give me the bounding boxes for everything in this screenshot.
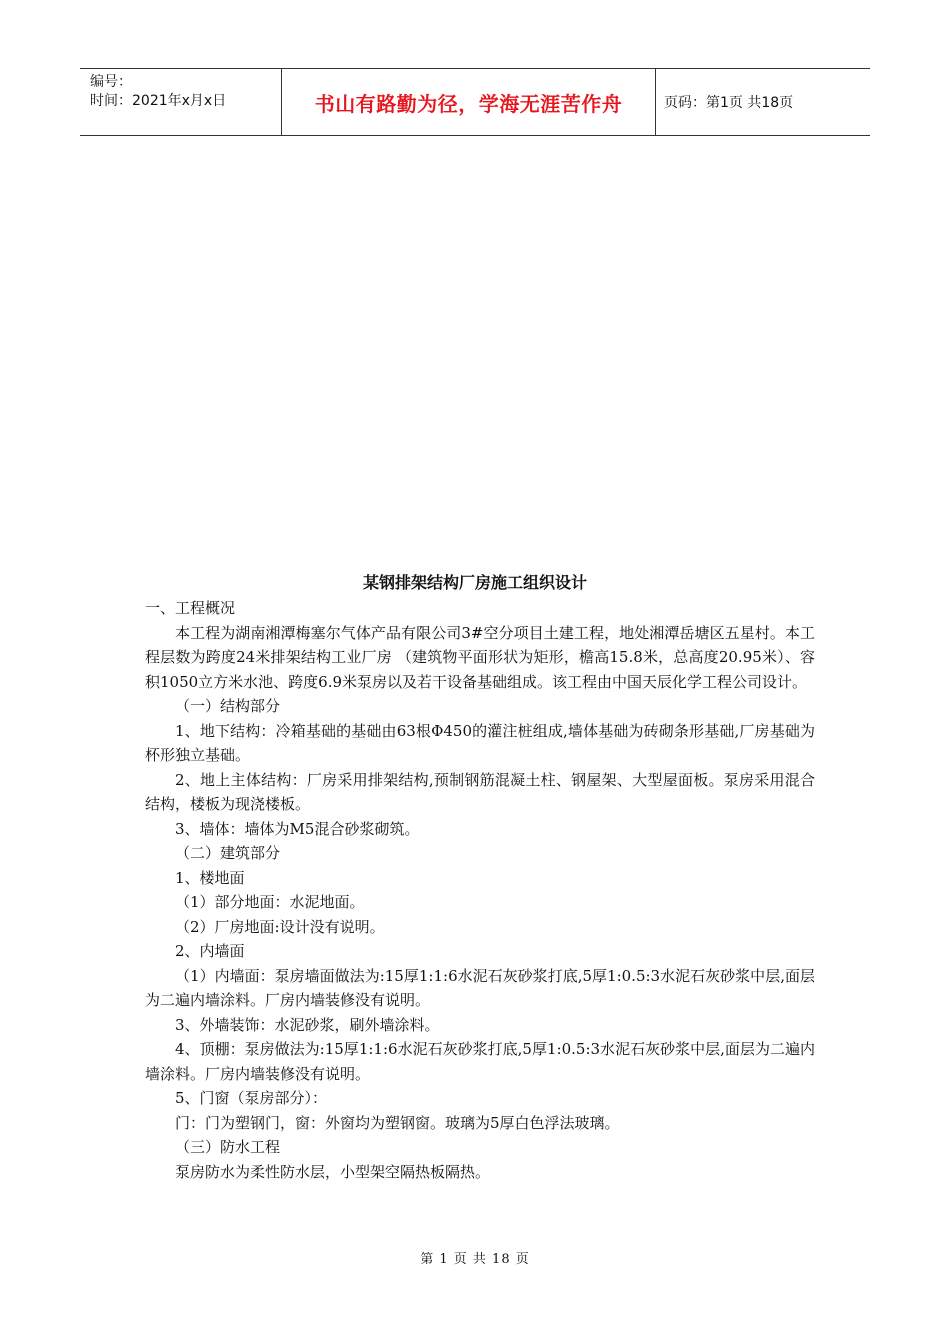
paragraph: 1、地下结构：冷箱基础的基础由63根Φ450的灌注桩组成,墙体基础为砖砌条形基础,厂房基础为杯形独立基础。 bbox=[145, 721, 815, 764]
header-table bbox=[80, 68, 870, 136]
motto-text: 书山有路勤为径，学海无涯苦作舟 bbox=[314, 91, 623, 116]
subsection-heading: （二）建筑部分 bbox=[175, 844, 281, 862]
header-meta-cell bbox=[80, 69, 282, 135]
paragraph: 门：门为塑钢门，窗：外窗均为塑钢窗。玻璃为5厚白色浮法玻璃。 bbox=[175, 1113, 620, 1132]
page-footer: 第 1 页 共 18 页 bbox=[420, 1252, 530, 1267]
paragraph: 3、墙体：墙体为M5混合砂浆砌筑。 bbox=[175, 819, 420, 838]
subsection-heading: （一）结构部分 bbox=[175, 697, 281, 715]
paragraph: 2、地上主体结构：厂房采用排架结构,预制钢筋混凝土柱、钢屋架、大型屋面板。泵房采用混合结构，楼板为现浇楼板。 bbox=[145, 770, 815, 813]
date-line: 时间：2021年x月x日 bbox=[90, 93, 227, 109]
paragraph: （1）内墙面：泵房墙面做法为:15厚1:1:6水泥石灰砂浆打底,5厚1:0.5:3水泥石灰砂浆中层,面层为二遍内墙涂料。厂房内墙装修没有说明。 bbox=[145, 966, 815, 1009]
subsection-heading: （三）防水工程 bbox=[175, 1138, 281, 1156]
paragraph: 2、内墙面 bbox=[175, 942, 245, 960]
paragraph: 本工程为湖南湘潭梅塞尔气体产品有限公司3#空分项目土建工程，地处湘潭岳塘区五星村。本工程层数为跨度24米排架结构工业厂房 （建筑物平面形状为矩形，檐高15.8米，总高度20.95米）、容积1050立方米水池、跨度6.9米泵房以及若干设备基础组成。该工程由中国天辰化学工程公司设计。 bbox=[145, 623, 815, 691]
paragraph: 5、门窗（泵房部分）： bbox=[175, 1089, 328, 1107]
header-page-cell bbox=[656, 69, 870, 135]
paragraph: 4、顶棚：泵房做法为:15厚1:1:6水泥石灰砂浆打底,5厚1:0.5:3水泥石灰砂浆中层,面层为二遍内墙涂料。厂房内墙装修没有说明。 bbox=[145, 1040, 815, 1083]
document-body bbox=[145, 596, 815, 1184]
paragraph: （1）部分地面：水泥地面。 bbox=[175, 893, 365, 911]
paragraph: 泵房防水为柔性防水层，小型架空隔热板隔热。 bbox=[175, 1162, 491, 1181]
page-info: 页码：第1页 共18页 bbox=[664, 95, 794, 111]
document-title: 某钢排架结构厂房施工组织设计 bbox=[362, 573, 587, 592]
number-label: 编号： bbox=[90, 74, 132, 90]
paragraph: （2）厂房地面:设计没有说明。 bbox=[175, 917, 385, 936]
paragraph: 1、楼地面 bbox=[175, 868, 245, 887]
section-heading: 一、工程概况 bbox=[145, 599, 236, 617]
paragraph: 3、外墙装饰：水泥砂浆，刷外墙涂料。 bbox=[175, 1015, 440, 1034]
header-motto-cell bbox=[282, 69, 656, 135]
